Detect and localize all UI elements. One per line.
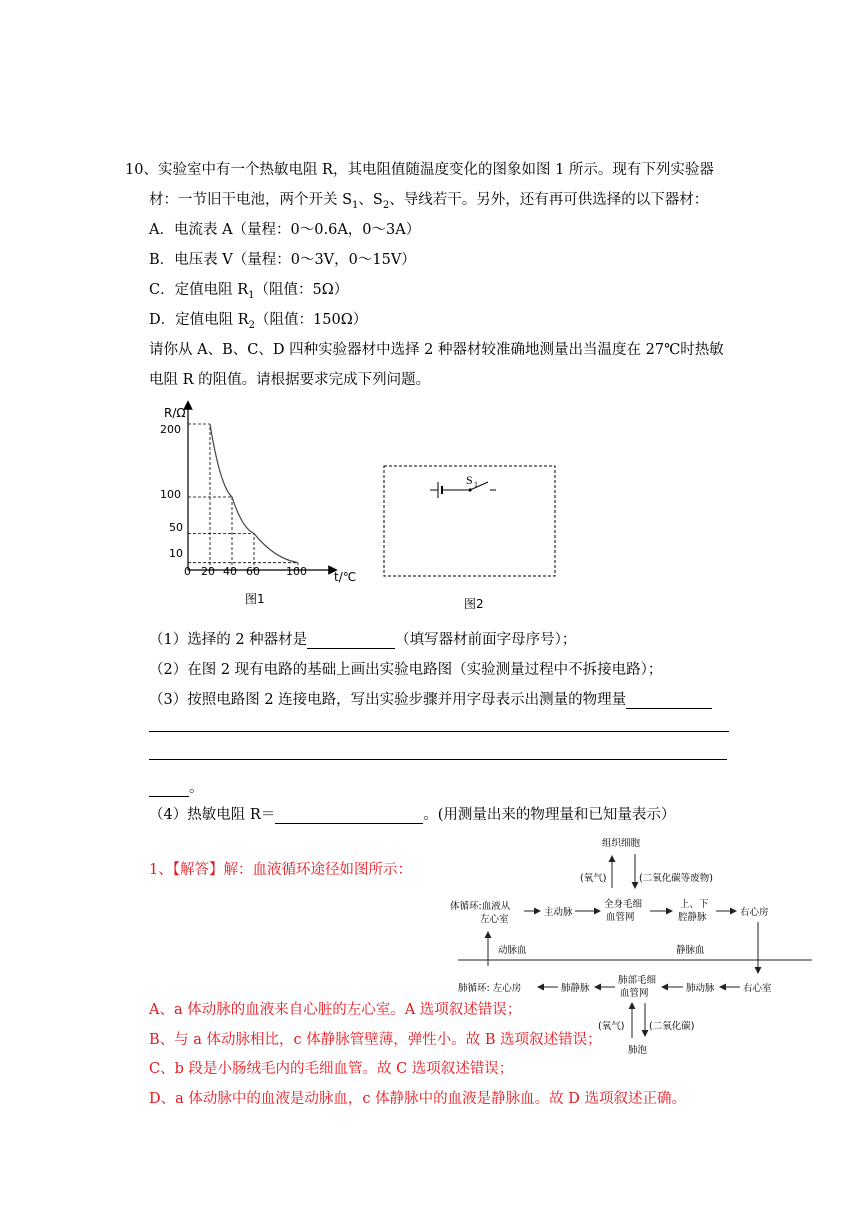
option-d: [149, 308, 367, 331]
co2-bottom-label: (二氧化碳): [649, 1021, 695, 1032]
y-tick-label: 10: [169, 547, 183, 560]
intro-text: 材：一节旧干电池，两个开关 S: [149, 192, 353, 208]
waste-label: (二氧化碳等废物): [639, 873, 713, 884]
subquestion-4-hint: 。(用测量出来的物理量和已知量表示）: [423, 807, 676, 823]
answer-option-d: D、a 体动脉中的血液是动脉血，c 体静脉中的血液是静脉血。故 D 选项叙述正确。: [149, 1091, 686, 1107]
intro-text: 、导线若干。另外，还有再可供选择的以下器材：: [389, 192, 709, 208]
lung-capillary-label: 肺部毛细: [618, 975, 657, 986]
answer-blank-4[interactable]: [275, 807, 423, 824]
question-line-2: [149, 188, 708, 211]
period: 。: [189, 780, 204, 796]
pulmonary-artery-label: 肺动脉: [686, 983, 715, 994]
oxygen-bottom-label: (氧气): [598, 1021, 625, 1032]
subquestion-1-text: （1）选择的 2 种器材是: [149, 632, 308, 648]
option-d-value: （阻值：150Ω）: [255, 312, 368, 328]
intro-text: 、S: [358, 192, 383, 208]
y-tick-label: 200: [160, 423, 181, 436]
systemic-start-label: 体循环:血液从: [450, 901, 511, 912]
arterial-blood-label: 动脉血: [498, 945, 527, 956]
resistance-curve: [210, 424, 298, 563]
s2-subscript: 2: [382, 199, 390, 211]
vena-cava-label-2: 腔静脉: [678, 912, 707, 923]
answer-option-b: B、与 a 体动脉相比，c 体静脉管壁薄，弹性小。故 B 选项叙述错误；: [149, 1032, 602, 1048]
y-tick-label: 100: [160, 488, 181, 501]
venous-blood-label: 静脉血: [676, 945, 705, 956]
r2-subscript: 2: [248, 319, 256, 331]
x-tick-label: 0: [184, 565, 191, 578]
lung-capillary-label-2: 血管网: [620, 988, 649, 999]
x-tick-label: 100: [286, 565, 307, 578]
answer-option-c: C、b 段是小肠绒毛内的毛细血管。故 C 选项叙述错误；: [149, 1061, 514, 1077]
answer-intro: 1、【解答】解：血液循环途径如图所示：: [149, 862, 412, 878]
subquestion-3-end: [149, 776, 204, 797]
answer-line[interactable]: [149, 731, 729, 732]
body-capillary-label-2: 血管网: [606, 912, 635, 923]
subquestion-1: [149, 628, 576, 649]
oxygen-label: (氧气): [580, 873, 607, 884]
figure1-caption: 图1: [245, 592, 265, 606]
option-c-value: （阻值：5Ω）: [254, 282, 349, 298]
switch-s1: [470, 482, 488, 490]
option-a: A．电流表 A（量程：0～0.6A，0～3A）: [149, 222, 421, 238]
x-tick-label: 40: [223, 565, 237, 578]
s1-subscript: 1: [352, 199, 359, 211]
subquestion-4: [149, 803, 675, 824]
answer-blank-3[interactable]: [626, 692, 712, 709]
request-line-2: 电阻 R 的阻值。请根据要求完成下列问题。: [149, 372, 431, 388]
option-c: [149, 278, 348, 301]
pulmonary-vein-label: 肺静脉: [561, 983, 590, 994]
subquestion-3: [149, 688, 712, 709]
switch-subscript: 1: [474, 480, 478, 489]
answer-blank-3b[interactable]: [149, 780, 189, 797]
tissue-cells-label: 组织细胞: [602, 838, 641, 849]
aorta-label: 主动脉: [544, 907, 573, 918]
option-c-text: C．定值电阻 R: [149, 282, 249, 298]
y-axis-label: R/Ω: [164, 406, 186, 420]
subquestion-2: （2）在图 2 现有电路的基础上画出实验电路图（实验测量过程中不拆接电路）；: [149, 662, 663, 678]
answer-option-a: A、a 体动脉的血液来自心脏的左心室。A 选项叙述错误；: [149, 1002, 522, 1018]
question-number: 10、: [125, 162, 158, 178]
r1-subscript: 1: [248, 289, 255, 301]
answer-blank-1[interactable]: [307, 632, 395, 649]
left-ventricle-label: 左心室: [480, 914, 509, 925]
x-tick-label: 20: [201, 565, 215, 578]
vena-cava-label: 上、下: [680, 899, 709, 910]
question-line-1: [125, 158, 714, 179]
right-atrium-label: 右心房: [740, 907, 769, 918]
figure1-chart: [150, 395, 390, 610]
option-b: B．电压表 V（量程：0～3V，0～15V）: [149, 252, 416, 268]
figure2-caption: 图2: [464, 597, 484, 611]
subquestion-4-text: （4）热敏电阻 R＝: [149, 807, 276, 823]
right-ventricle-label: 右心室: [743, 983, 772, 994]
question-intro: 实验室中有一个热敏电阻 R，其电阻值随温度变化的图象如图 1 所示。现有下列实验器: [157, 162, 714, 178]
x-tick-label: 60: [246, 565, 260, 578]
blood-circulation-diagram: [440, 830, 815, 1062]
answer-line[interactable]: [149, 759, 727, 760]
y-tick-label: 50: [169, 521, 183, 534]
alveoli-label: 肺泡: [628, 1045, 648, 1056]
switch-label: S: [466, 473, 473, 487]
subquestion-3-text: （3）按照电路图 2 连接电路，写出实验步骤并用字母表示出测量的物理量: [149, 692, 627, 708]
option-d-text: D．定值电阻 R: [149, 312, 249, 328]
body-capillary-label: 全身毛细: [604, 899, 643, 910]
x-axis-label: t/℃: [334, 570, 357, 584]
figure2-circuit: [380, 462, 560, 612]
subquestion-1-hint: （填写器材前面字母序号）；: [395, 632, 577, 648]
request-line-1: 请你从 A、B、C、D 四种实验器材中选择 2 种器材较准确地测量出当温度在 27℃时热敏: [149, 342, 724, 358]
pulmonary-start-label: 肺循环: 左心房: [458, 983, 522, 994]
